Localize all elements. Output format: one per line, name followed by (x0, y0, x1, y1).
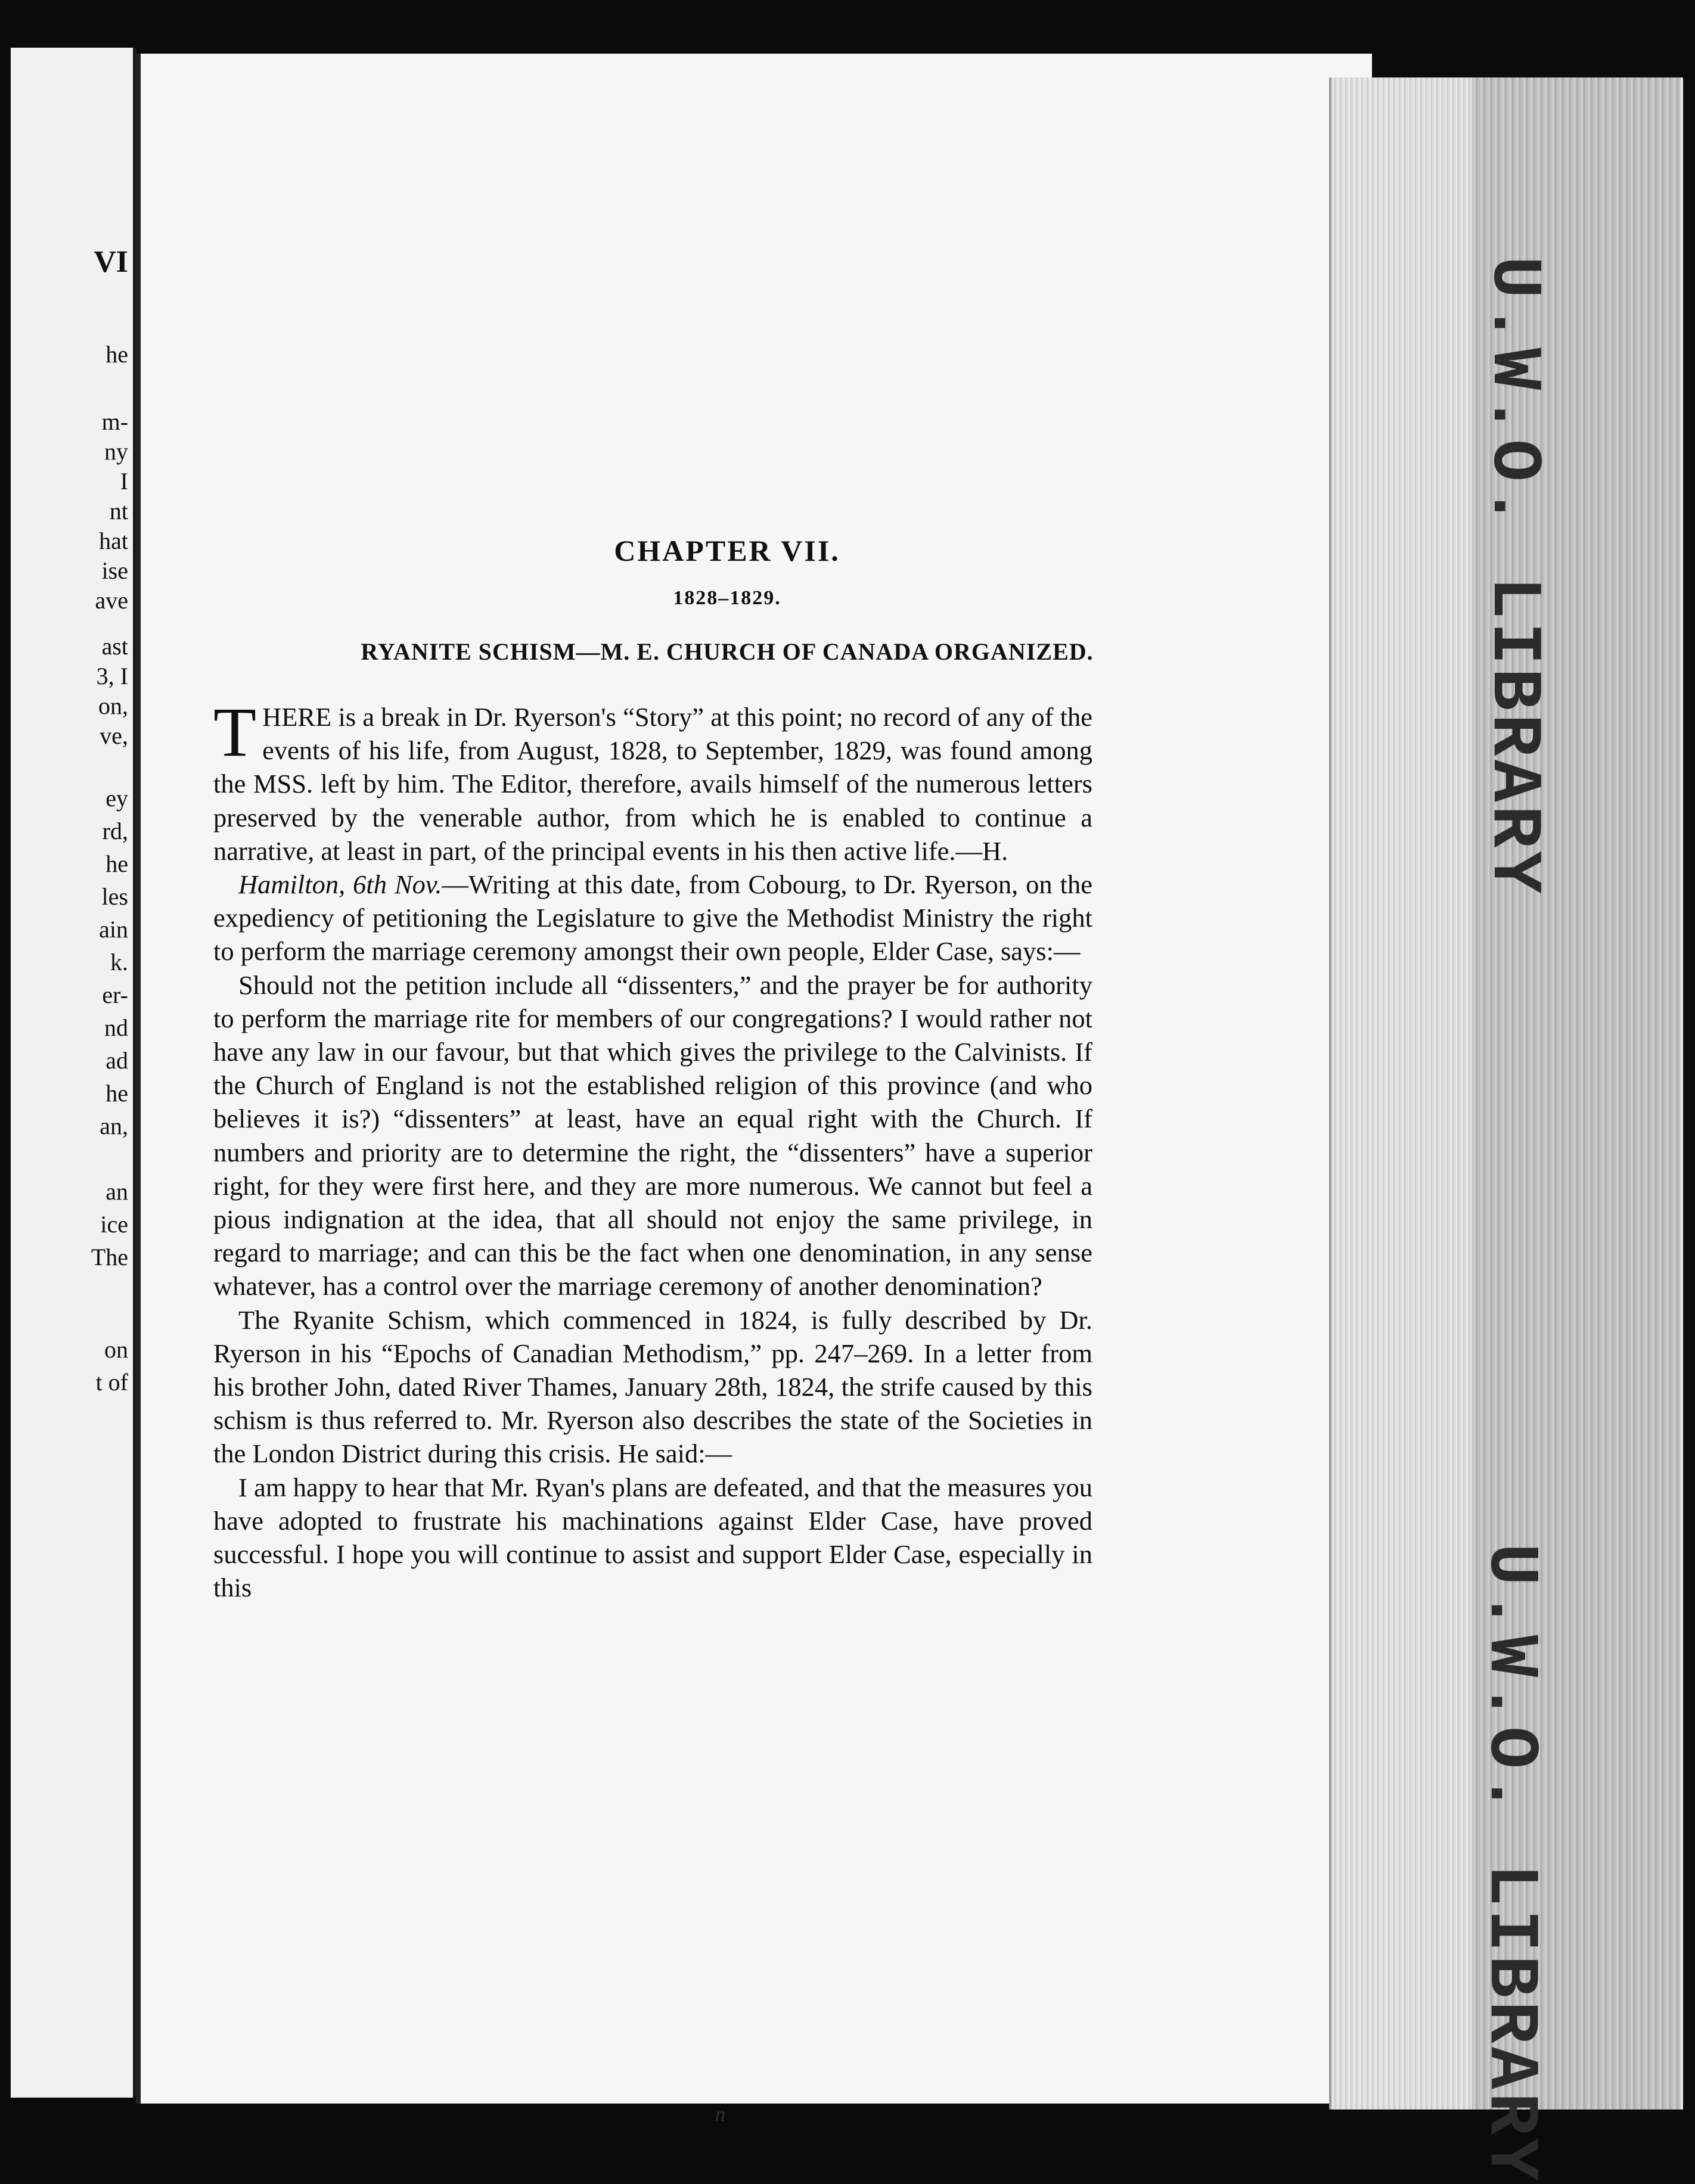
paragraph-hamilton (213, 868, 1092, 968)
left-fragment: hat (99, 527, 128, 554)
left-fragment: The (91, 1244, 128, 1270)
left-fragment: er- (102, 981, 128, 1008)
chapter-heading: CHAPTER VII. (614, 534, 840, 567)
left-fragment: nt (109, 498, 128, 524)
left-fragment: he (105, 850, 128, 877)
left-fragment: ain (99, 916, 128, 943)
left-fragment: les (101, 883, 128, 910)
left-fragment: ave (95, 587, 128, 614)
left-fragment: on, (98, 692, 128, 719)
paragraph-quote-john: I am happy to hear that Mr. Ryan's plans are defeated, and that the measures you have adopted to frustrate his machinations against Elder Case, have proved successful. I hope you will continue to assist and support Elder Case, especially in this (213, 1472, 1092, 1603)
left-fragment: nd (104, 1014, 128, 1041)
body-text (213, 693, 1092, 1604)
library-stamp: U.W.O. LIBRARY (1470, 1543, 1550, 2184)
left-fragment: m- (101, 408, 128, 435)
left-fragment: ast (101, 633, 128, 660)
left-fragment: ice (100, 1211, 128, 1238)
paragraph-intro: THERE is a break in Dr. Ryerson's “Story” at this point; no record of any of the events of his life, from August, 1828, to September, 1829, was found among the MSS. left by him. The Editor, therefore, avails himself of the numerous letters preserved by the venerable author, from which he is enabled to continue a narrative, at least in part, of the principal events in his then active life.—H. (213, 693, 1092, 866)
left-fragment: VI (94, 245, 128, 279)
library-stamp: U.W.O. LIBRARY (1473, 256, 1553, 897)
left-fragment: ad (105, 1047, 128, 1074)
chapter-years: 1828–1829. (673, 587, 781, 609)
left-fragment: 3, I (96, 663, 128, 689)
left-fragment: he (105, 341, 128, 368)
left-fragment: ny (104, 438, 128, 465)
facing-page-fragment (11, 48, 136, 2098)
paragraph-quote-case: Should not the petition include all “dissenters,” and the prayer be for authority to perform the marriage rite for members of our congregations? I would rather not have any law in our favour, but that which gives the privilege to the Calvinists. If the Church of England is not the established religion of this province (and who believes it is?) “dissenters” at least, have an equal right with the Church. If numbers and priority are to determine the right, the “dissenters” have a superior right, for they were first here, and they are more numerous. We cannot but feel a pious indignation at the idea, that all should not enjoy the same privilege, in regard to marriage; and can this be the fact when one denomination, in any sense whatever, has a control over the marriage ceremony of another denomination? (213, 970, 1092, 1301)
left-fragment: rd, (102, 818, 128, 844)
left-fragment: an (105, 1178, 128, 1205)
left-fragment: on (104, 1336, 128, 1363)
left-fragment: he (105, 1080, 128, 1107)
left-fragment: an, (100, 1113, 128, 1139)
left-fragment: I (120, 468, 128, 495)
left-fragment: ey (105, 785, 128, 812)
left-fragment: t of (95, 1369, 128, 1396)
left-fragment: ise (101, 557, 128, 584)
paragraph-schism: The Ryanite Schism, which commenced in 1824, is fully described by Dr. Ryerson in his “Epochs of Canadian Methodism,” pp. 247–269. In a letter from his brother John, dated River Thames, January 28th, 1824, the strife caused by this schism is thus referred to. Mr. Ryerson also describes the state of the Societies in the London District during this crisis. He said:— (213, 1304, 1092, 1469)
page-folio-mark: n (715, 2104, 725, 2126)
left-fragment: ve, (100, 722, 128, 749)
chapter-subtitle: RYANITE SCHISM—M. E. CHURCH OF CANADA ORGANIZED. (361, 638, 1094, 665)
place-date: Hamilton, 6th Nov. (238, 869, 442, 900)
left-fragment: k. (110, 949, 128, 976)
paragraph-text: —Writing at this date, from Cobourg, to Dr. Ryerson, on the expediency of petitioning the Legislature to give the Methodist Ministry the right to perform the marriage ceremony amongst their own people, Elder Case, says:— (213, 869, 1092, 967)
